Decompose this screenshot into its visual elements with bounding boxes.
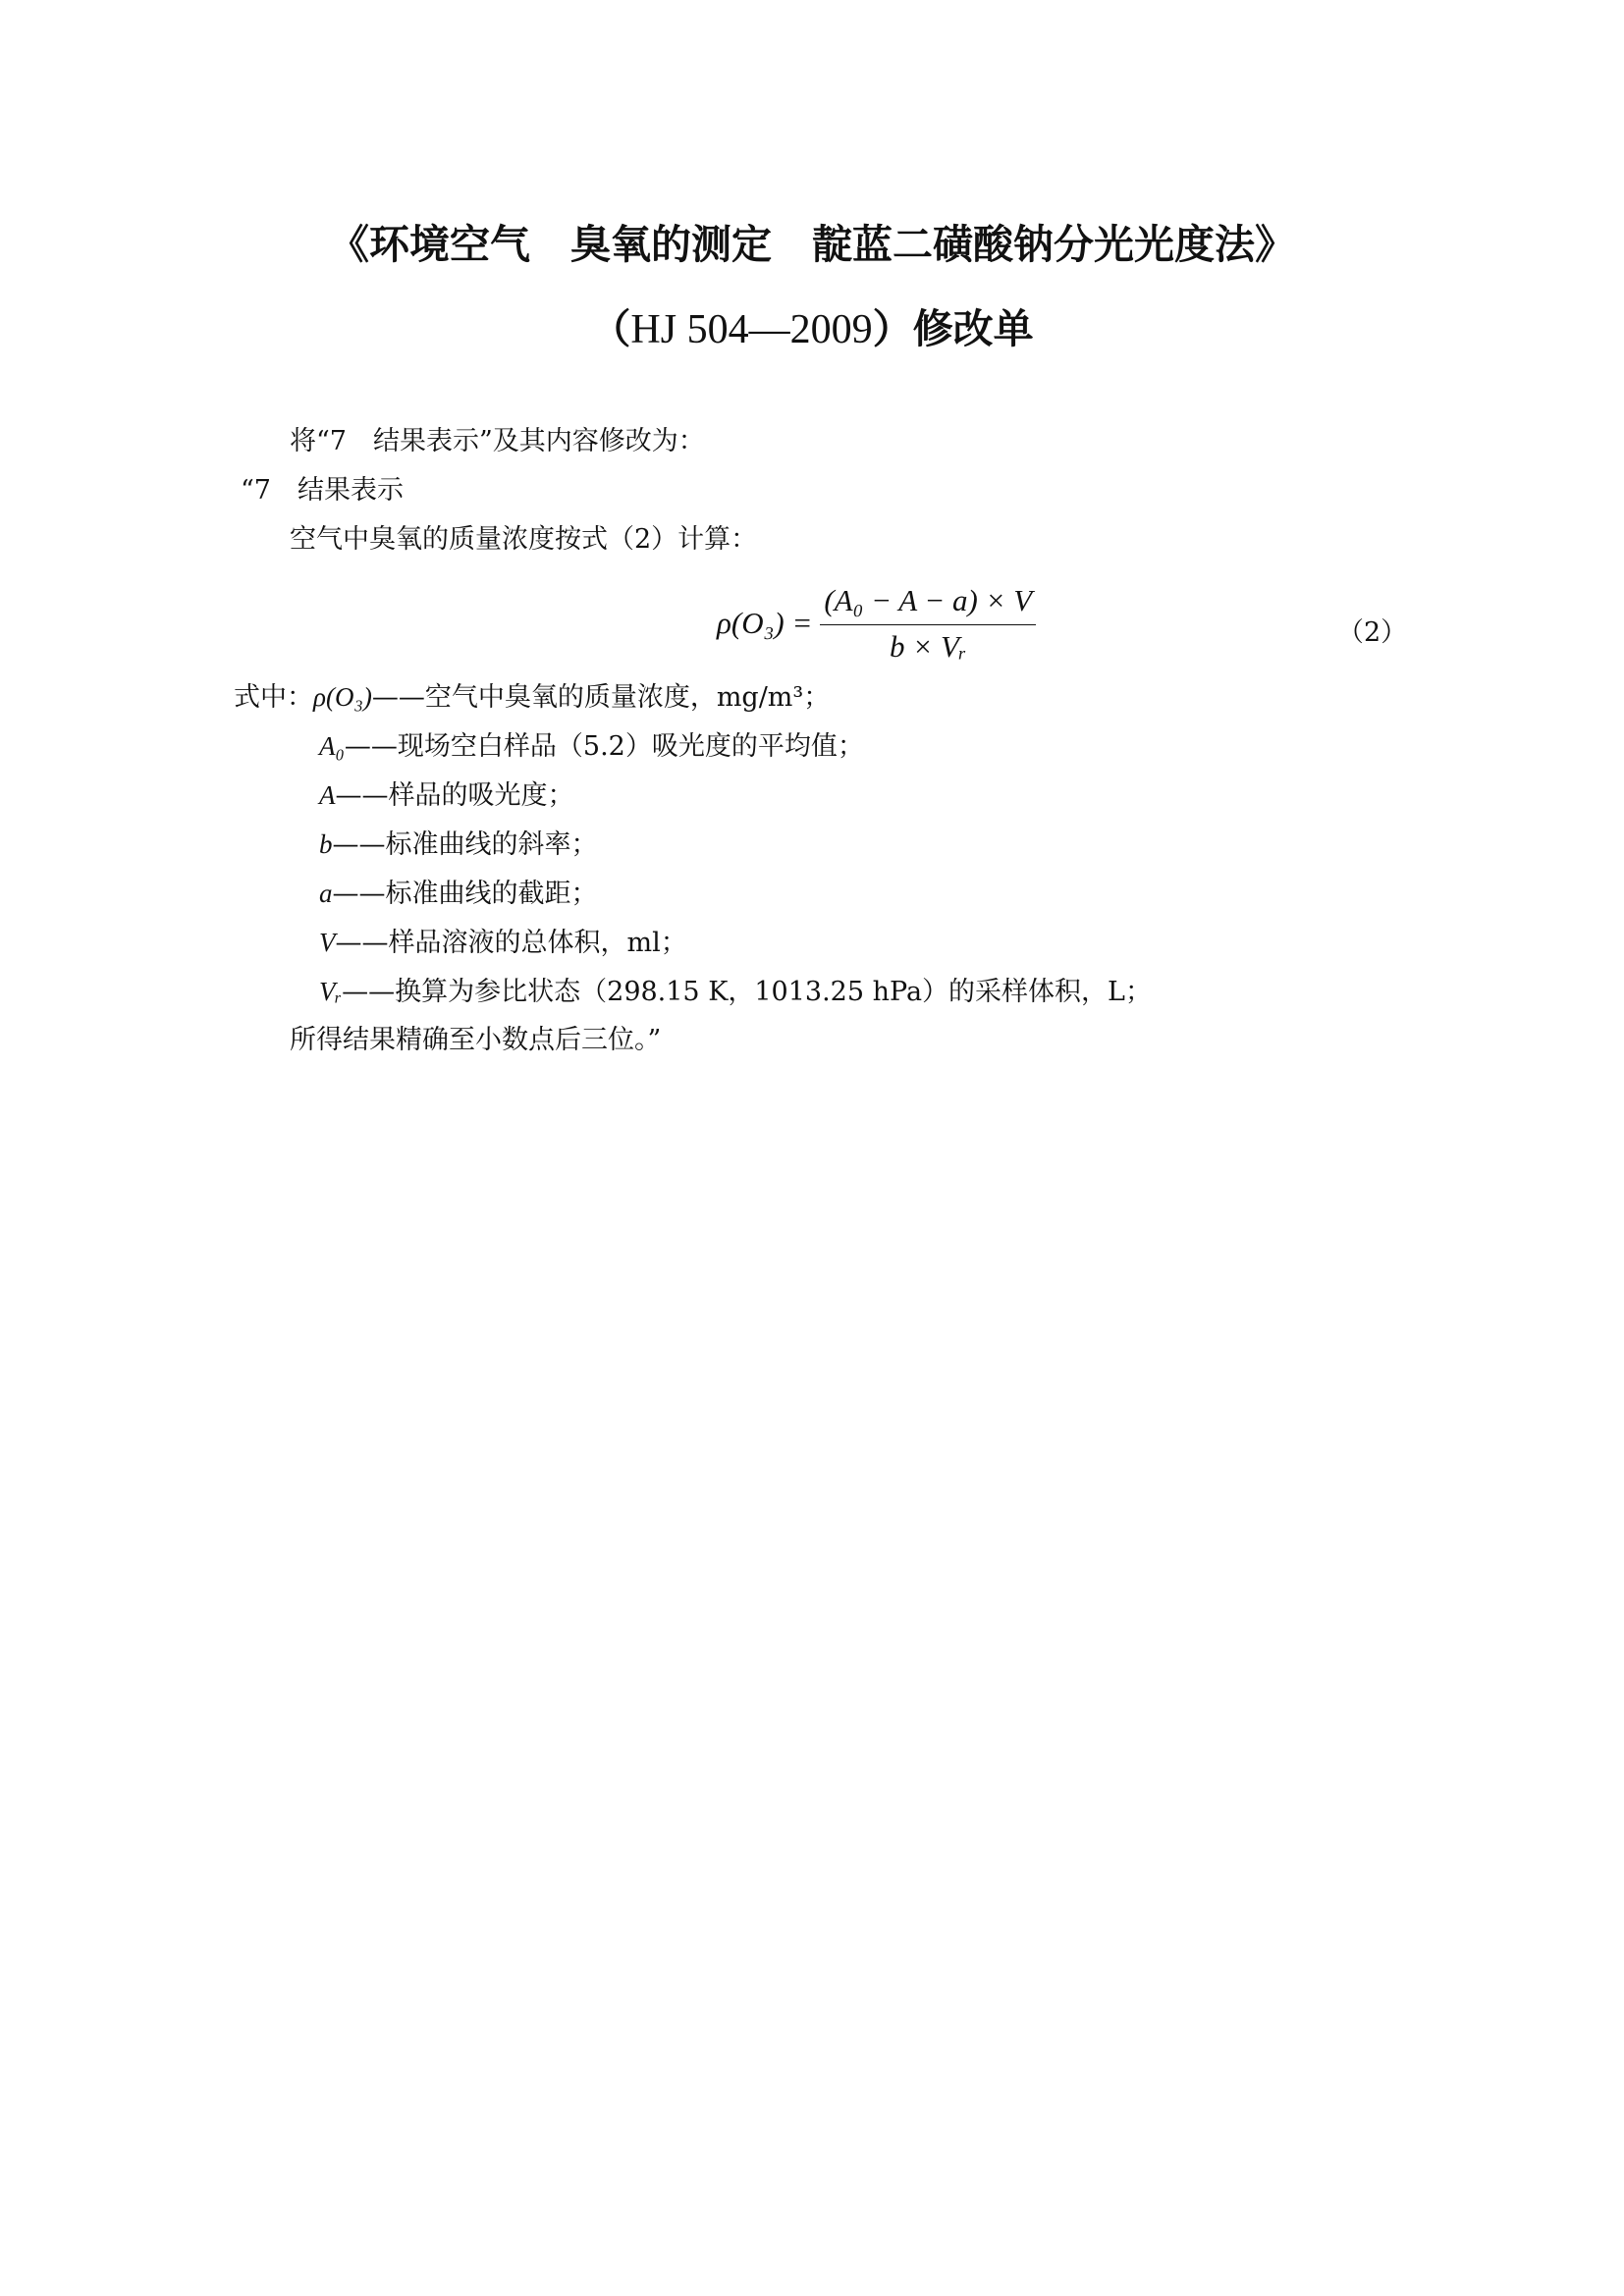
definition-symbol: Vᵣ bbox=[319, 977, 343, 1006]
document-title: 《环境空气 臭氧的测定 靛蓝二磺酸钠分光光度法》 bbox=[329, 221, 1295, 268]
definition-row bbox=[319, 974, 1152, 1010]
definition-row bbox=[319, 925, 687, 961]
document-subtitle bbox=[0, 296, 1624, 354]
equation-number: （2） bbox=[1337, 617, 1408, 648]
formula-denominator: b × Vᵣ bbox=[890, 628, 967, 664]
definition-row bbox=[319, 876, 598, 912]
definition-text: ——标准曲线的斜率； bbox=[332, 829, 598, 860]
definition-row bbox=[319, 827, 598, 863]
definition-symbol: b bbox=[319, 829, 333, 859]
definition-row bbox=[234, 679, 830, 716]
closing-paragraph: 所得结果精确至小数点后三位。” bbox=[290, 1025, 662, 1055]
formula-lhs: ρ(O₃) = bbox=[717, 606, 813, 640]
definition-lead: 式中： bbox=[234, 682, 313, 713]
definition-symbol: a bbox=[319, 879, 333, 908]
definition-symbol: A bbox=[319, 780, 336, 810]
definition-symbol: V bbox=[319, 928, 336, 957]
definition-text: ——样品溶液的总体积，ml； bbox=[335, 928, 687, 958]
definition-text: ——现场空白样品（5.2）吸光度的平均值； bbox=[344, 731, 864, 762]
formula-numerator: (A₀ − A − a) × V bbox=[820, 583, 1036, 625]
definition-text: ——空气中臭氧的质量浓度，mg/m³； bbox=[371, 682, 831, 713]
definition-symbol: ρ(O₃) bbox=[313, 682, 372, 712]
definition-symbol: A₀ bbox=[319, 731, 345, 761]
subtitle-open: （ bbox=[590, 305, 631, 352]
section-heading: “7 结果表示 bbox=[241, 475, 404, 506]
formula-fraction bbox=[820, 583, 1036, 665]
definition-text: ——样品的吸光度； bbox=[335, 780, 574, 811]
intro-paragraph: 将“7 结果表示”及其内容修改为： bbox=[290, 426, 705, 456]
definition-row bbox=[319, 777, 574, 814]
calculation-text: 空气中臭氧的质量浓度按式（2）计算： bbox=[290, 524, 758, 555]
definition-row bbox=[319, 728, 864, 765]
subtitle-suffix: ）修改单 bbox=[872, 305, 1034, 352]
definition-text: ——标准曲线的截距； bbox=[332, 879, 598, 909]
definition-text: ——换算为参比状态（298.15 K，1013.25 hPa）的采样体积，L； bbox=[342, 977, 1152, 1007]
ozone-formula bbox=[717, 579, 1036, 667]
standard-code: HJ 504—2009 bbox=[630, 307, 873, 352]
